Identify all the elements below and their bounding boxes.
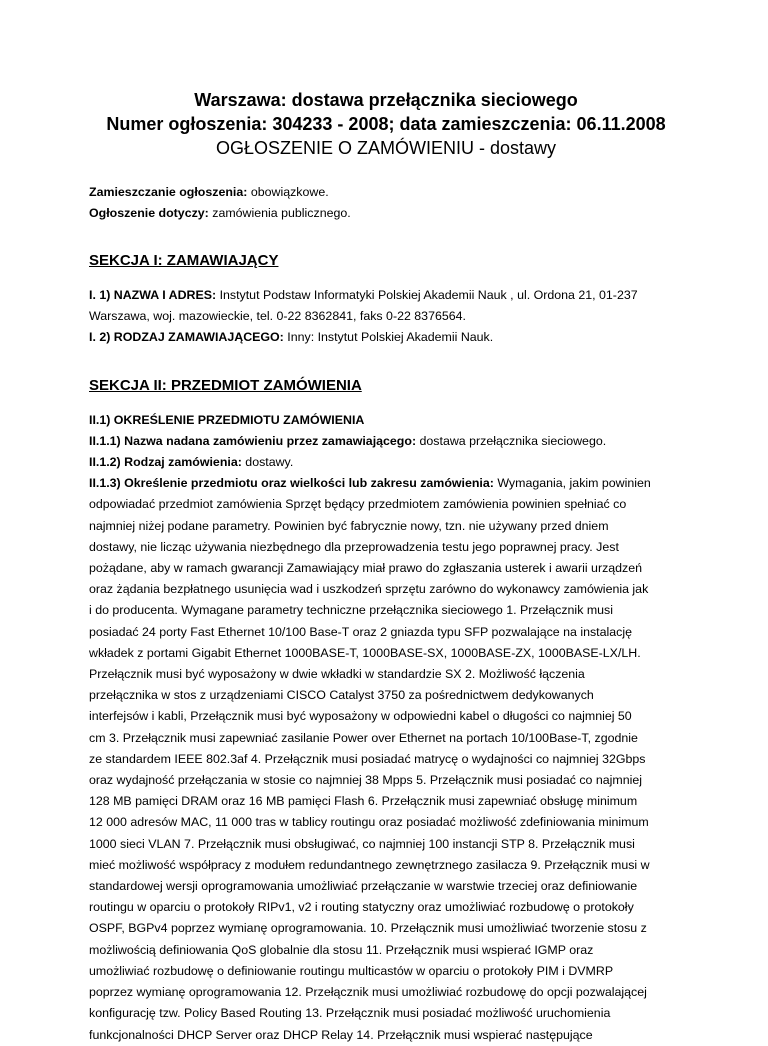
name-address-value-1: Instytut Podstaw Informatyki Polskiej Akademii Nauk , ul. Ordona 21, 01-237 <box>216 288 638 302</box>
contracting-type-label: I. 2) RODZAJ ZAMAWIAJĄCEGO: <box>89 330 284 345</box>
scope-line: cm 3. Przełącznik musi zapewniać zasilanie Power over Ethernet na portach 10/100Base-T, zgodnie <box>89 730 638 745</box>
scope-line: 12 000 adresów MAC, 11 000 tras w tablicy routingu oraz posiadać możliwość zdefiniowania minimum <box>89 815 649 830</box>
order-kind-row <box>89 452 683 473</box>
document-page <box>89 0 683 1046</box>
contracting-type-value: Inny: Instytut Polskiej Akademii Nauk. <box>283 330 494 345</box>
scope-line: posiadać 24 porty Fast Ethernet 10/100 Base-T oraz 2 gniazda typu SFP pozwalające na instalację <box>89 624 632 639</box>
order-name-value: dostawa przełącznika sieciowego. <box>416 433 607 448</box>
scope-line: routingu w oparciu o protokoły RIPv1, v2 i routing statyczny oraz umożliwiać rozbudowę o protokoły <box>89 900 634 915</box>
announcement-type: OGŁOSZENIE O ZAMÓWIENIU - dostawy <box>215 138 557 158</box>
scope-line: i do producenta. Wymagane parametry techniczne przełącznika sieciowego 1. Przełącznik musi <box>89 603 613 618</box>
scope-line: funkcjonalności DHCP Server oraz DHCP Relay 14. Przełącznik musi wspierać następujące <box>89 1027 593 1042</box>
scope-line: umożliwiać rozbudowę o definiowanie routingu multicastów w oparciu o protokoły PIM i DVMRP <box>89 963 614 978</box>
scope-line: przełącznika w stos z urządzeniami CISCO Catalyst 3750 za pośrednictwem dedykowanych <box>89 688 594 703</box>
order-kind-value: dostawy. <box>241 455 294 470</box>
posting-value: obowiązkowe. <box>247 185 329 199</box>
scope-line: standardowej wersji oprogramowania umożliwiać przełączanie w warstwie trzeciej oraz definiowanie <box>89 879 638 894</box>
posting-row <box>89 182 683 203</box>
title-block <box>89 88 683 160</box>
scope-line: oraz żądania bezpłatnego usunięcia wad i uszkodzeń sprzętu zarówno do wykonawcy zamówienia jak <box>89 582 649 597</box>
posting-label: Zamieszczanie ogłoszenia: <box>89 185 248 199</box>
scope-line: 128 MB pamięci DRAM oraz 16 MB pamięci Flash 6. Przełącznik musi zapewniać obsługę minimum <box>89 794 638 809</box>
scope-line: mieć możliwość współpracy z modułem redundantnego zewnętrznego zasilacza 9. Przełącznik musi w <box>89 857 650 872</box>
scope-description <box>89 473 683 1045</box>
section2-subheading: II.1) OKREŚLENIE PRZEDMIOTU ZAMÓWIENIA <box>89 412 365 427</box>
name-address-label: I. 1) NAZWA I ADRES: <box>89 288 217 302</box>
concerns-row <box>89 203 683 224</box>
scope-line: odpowiadać przedmiot zamówienia Sprzęt będący przedmiotem zamówienia powinien spełniać co <box>89 497 627 512</box>
scope-line: ze standardem IEEE 802.3af 4. Przełącznik musi posiadać matrycę o wydajności co najmniej 32Gbps <box>89 751 646 766</box>
scope-line: wkładek z portami Gigabit Ethernet 1000BASE-T, 1000BASE-SX, 1000BASE-ZX, 1000BASE-LX/LH. <box>89 645 641 660</box>
scope-line: interfejsów i kabli, Przełącznik musi być wyposażony w odpowiedni kabel o długości co najmniej 50 <box>89 709 632 724</box>
name-address-row <box>89 285 683 306</box>
section2-heading: SEKCJA II: PRZEDMIOT ZAMÓWIENIA <box>89 376 362 394</box>
scope-label: II.1.3) Określenie przedmiotu oraz wielkości lub zakresu zamówienia: <box>89 476 494 491</box>
order-name-row <box>89 431 683 452</box>
document-title: Warszawa: dostawa przełącznika sieciowego <box>194 90 578 110</box>
scope-line: poprzez wymianę oprogramowania 12. Przełącznik musi umożliwiać rozbudowę do opcji pozwalającej <box>89 985 647 1000</box>
order-kind-label: II.1.2) Rodzaj zamówienia: <box>89 455 242 470</box>
concerns-label: Ogłoszenie dotyczy: <box>89 206 209 220</box>
scope-line: II.1.3) Określenie przedmiotu oraz wielkości lub zakresu zamówienia: Wymagania, jakim powinien <box>89 476 651 491</box>
announcement-number: Numer ogłoszenia: 304233 - 2008; data zamieszczenia: 06.11.2008 <box>106 114 666 134</box>
scope-line: Przełącznik musi być wyposażony w dwie wkładki w standardzie SX 2. Możliwość łączenia <box>89 667 585 682</box>
scope-line: najmniej niżej podane parametry. Powinien być fabrycznie nowy, tzn. nie używany przed dniem <box>89 518 609 533</box>
contracting-type-row <box>89 327 683 348</box>
scope-line: możliwością definiowania QoS globalnie dla stosu 11. Przełącznik musi wspierać IGMP oraz <box>89 942 594 957</box>
scope-line: dostawy, nie licząc używania niezbędnego dla przeprowadzenia testu jego poprawnej pracy. Jest <box>89 539 619 554</box>
scope-line: 1000 sieci VLAN 7. Przełącznik musi obsługiwać, co najmniej 100 instancji STP 8. Przełącznik musi <box>89 836 635 851</box>
scope-line: konfigurację tzw. Policy Based Routing 13. Przełącznik musi posiadać możliwość uruchomienia <box>89 1006 611 1021</box>
meta-info <box>89 182 683 224</box>
section2-body <box>89 410 683 1046</box>
scope-line: pożądane, aby w ramach gwarancji Zamawiający miał prawo do zgłaszania usterek i awarii urządzeń <box>89 561 643 576</box>
scope-line: OSPF, BGPv4 poprzez wymianę oprogramowania. 10. Przełącznik musi umożliwiać tworzenie stosu z <box>89 921 647 936</box>
section1-heading: SEKCJA I: ZAMAWIAJĄCY <box>89 252 279 269</box>
scope-line: oraz wydajność przełączania w stosie co najmniej 38 Mpps 5. Przełącznik musi posiadać co najmniej <box>89 773 643 788</box>
name-address-continued: Warszawa, woj. mazowieckie, tel. 0-22 8362841, faks 0-22 8376564. <box>89 309 466 324</box>
concerns-value: zamówienia publicznego. <box>208 206 351 220</box>
order-name-label: II.1.1) Nazwa nadana zamówieniu przez zamawiającego: <box>89 433 417 448</box>
section1-body <box>89 285 683 349</box>
